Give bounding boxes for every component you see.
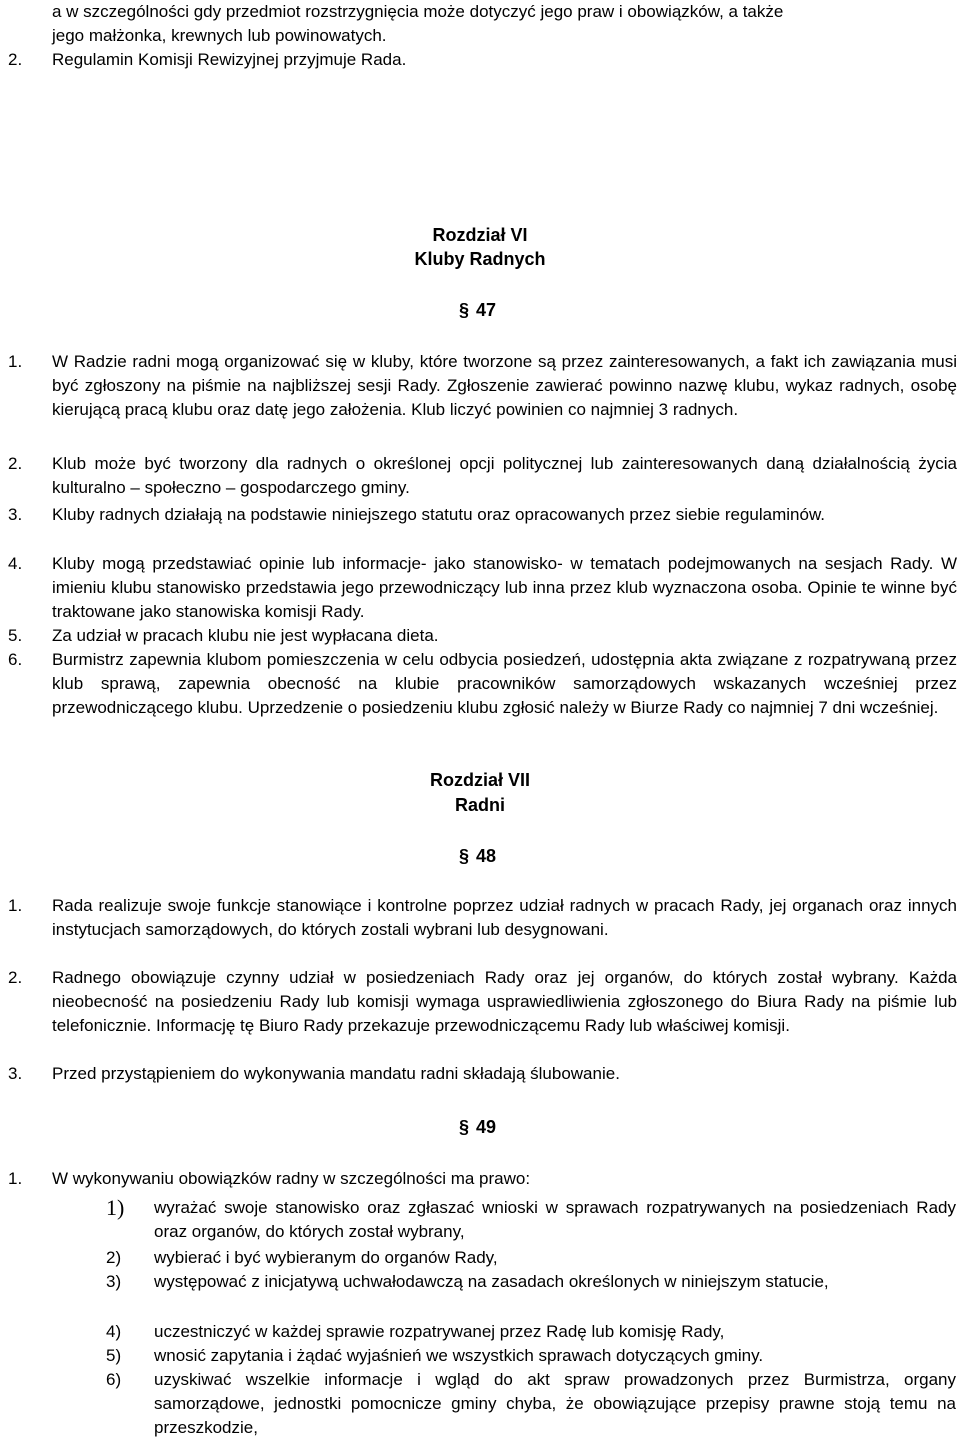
list-text: W Radzie radni mogą organizować się w kluby, które tworzone są przez zainteresowanych, a fakt ich zawiązania musi być zgłoszony na piśmie na najbliższej sesji Rady. Zgłoszenie zawierać powinno nazwę klubu, wykaz radnych, osobę kierującą pracą klubu oraz datę jego założenia. Klub liczyć powinien co najmniej 3 radnych. (52, 352, 957, 419)
section-symbol: § (459, 846, 470, 866)
chapter-6-subtitle: Kluby Radnych (414, 249, 546, 269)
list-text: Za udział w pracach klubu nie jest wypłacana dieta. (52, 626, 439, 645)
section-number: 49 (476, 1117, 497, 1137)
list-number: 2. (8, 454, 23, 473)
section-symbol: § (459, 1117, 470, 1137)
chapter-7-subtitle: Radni (454, 795, 505, 815)
list-text: Kluby radnych działają na podstawie niniejszego statutu oraz opracowanych przez siebie regulaminów. (52, 505, 826, 524)
list-number: 1. (8, 352, 23, 371)
list-number: 1. (8, 896, 23, 915)
list-number: 5) (106, 1346, 122, 1365)
list-text: wnosić zapytania i żądać wyjaśnień we wszystkich sprawach dotyczących gminy. (154, 1346, 764, 1365)
list-number: 2. (8, 50, 23, 69)
list-number: 3. (8, 505, 23, 524)
list-number: 3. (8, 1064, 23, 1083)
list-text: uczestniczyć w każdej sprawie rozpatrywanej przez Radę lub komisję Rady, (154, 1322, 725, 1341)
list-number: 4. (8, 554, 23, 573)
list-number: 2) (106, 1248, 122, 1267)
list-number: 6. (8, 650, 23, 669)
list-text: wyrażać swoje stanowisko oraz zgłaszać wnioski w sprawach rozpatrywanych na posiedzeniach Rady oraz organów, do których został wybrany, (154, 1198, 956, 1241)
section-number: 47 (476, 300, 497, 320)
list-text: Rada realizuje swoje funkcje stanowiące i kontrolne poprzez udział radnych w pracach Rady, jej organach oraz innych instytucjach samorządowych, do których zostali wybrani lub desygnowani. (52, 896, 957, 939)
list-text: Kluby mogą przedstawiać opinie lub informacje- jako stanowisko- w tematach podejmowanych na sesjach Rady. W imieniu klubu stanowisko przedstawia jego przewodniczący lub inna przez klub wyznaczona osoba. Opinie te winne być traktowane jako stanowiska komisji Rady. (52, 554, 957, 621)
section-47 (440, 300, 560, 324)
list-number: 3) (106, 1272, 122, 1291)
list-number: 6) (106, 1370, 122, 1389)
section-number: 48 (476, 846, 497, 866)
list-number: 5. (8, 626, 23, 645)
section-49 (440, 1117, 560, 1141)
list-text: uzyskiwać wszelkie informacje i wgląd do akt spraw prowadzonych przez Burmistrza, organy samorządowe, jednostki pomocnicze gminy chyba, że obowiązujące przepisy prawne stoją temu na przeszkodzie, (154, 1370, 956, 1437)
list-text: Klub może być tworzony dla radnych o określonej opcji politycznej lub zainteresowanych daną działalnością życia kulturalno – społeczno – gospodarczego gminy. (52, 454, 957, 497)
list-text: W wykonywaniu obowiązków radny w szczególności ma prawo: (52, 1169, 531, 1188)
list-text: Przed przystąpieniem do wykonywania mandatu radni składają ślubowanie. (52, 1064, 620, 1083)
list-text: występować z inicjatywą uchwałodawczą na zasadach określonych w niniejszym statucie, (154, 1272, 829, 1291)
chapter-7-title: Rozdział VII (429, 770, 530, 790)
chapter-6-title: Rozdział VI (432, 225, 528, 245)
list-text: Radnego obowiązuje czynny udział w posiedzeniach Rady oraz jej organów, do których został wybrany. Każda nieobecność na posiedzeniu Rady lub komisji wymaga usprawiedliwienia zgłoszonego do Biura Rady na piśmie lub telefonicznie. Informację tę Biuro Rady przekazuje przewodniczącemu Rady lub właściwej komisji. (52, 968, 957, 1035)
list-text: wybierać i być wybieranym do organów Rady, (154, 1248, 498, 1267)
list-number: 4) (106, 1322, 122, 1341)
section-48 (440, 846, 560, 870)
section-symbol: § (459, 300, 470, 320)
intro-line-1: a w szczególności gdy przedmiot rozstrzygnięcia może dotyczyć jego praw i obowiązków, a także (52, 2, 784, 21)
list-text: Regulamin Komisji Rewizyjnej przyjmuje Rada. (52, 50, 407, 69)
list-number: 2. (8, 968, 23, 987)
list-number: 1) (106, 1195, 125, 1220)
list-number: 1. (8, 1169, 23, 1188)
intro-line-2: jego małżonka, krewnych lub powinowatych. (52, 26, 387, 45)
list-text: Burmistrz zapewnia klubom pomieszczenia w celu odbycia posiedzeń, udostępnia akta związane z rozpatrywaną przez klub sprawą, zapewnia obecność na klubie pracowników samorządowych wskazanych wcześniej przez przewodniczącego klubu. Uprzedzenie o posiedzeniu klubu zgłosić należy w Biurze Rady co najmniej 7 dni wcześniej. (52, 650, 957, 717)
